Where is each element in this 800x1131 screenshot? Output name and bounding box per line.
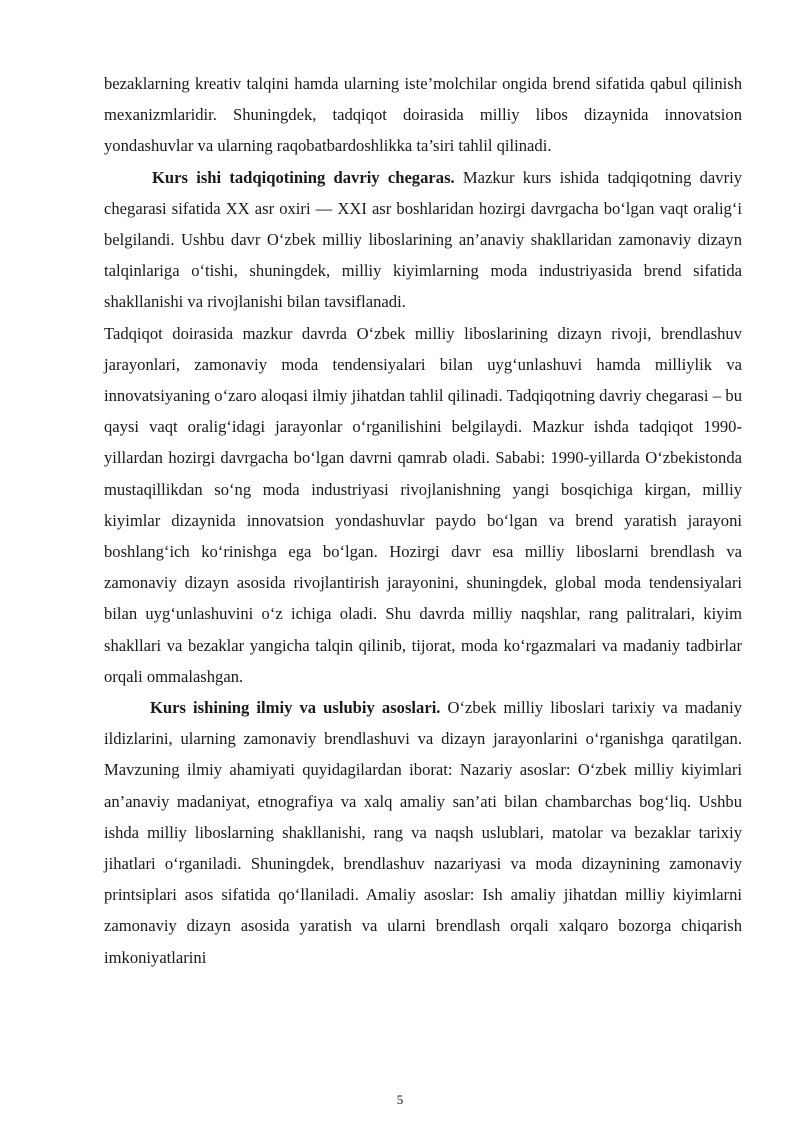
paragraph-3-text: Tadqiqot doirasida mazkur davrda O‘zbek milliy liboslarining dizayn rivoji, brendlashuv jarayonlari, zamonaviy moda tendensiyalari bilan uyg‘unlashuvi hamda milliylik va innovatsiyaning o‘zaro aloqasi ilmiy jihatdan tahlil qilinadi. Tadqiqotning davriy chegarasi – bu qaysi vaqt oralig‘idagi jarayonlar o‘rganilishini belgilaydi. Mazkur ishda tadqiqot 1990-yillardan hozirgi davrgacha bo‘lgan davrni qamrab oladi. Sababi: 1990-yillarda O‘zbekistonda mustaqillikdan so‘ng moda industriyasi rivojlanishning yangi bosqichiga kirgan, milliy kiyimlar dizaynida innovatsion yondashuvlar paydo bo‘lgan va brend yaratish jarayoni boshlang‘ich ko‘rinishga ega bo‘lgan. Hozirgi davr esa milliy liboslarni brendlash va zamonaviy dizayn asosida rivojlantirish jarayonini, shuningdek, global moda tendensiyalari bilan uyg‘unlashuvini o‘z ichiga oladi. Shu davrda milliy naqshlar, rang palitralari, kiyim shakllari va bezaklar yangicha talqin qilinib, tijorat, moda ko‘rgazmalari va madaniy tadbirlar orqali ommalashgan. (104, 323, 742, 686)
paragraph-continuation (104, 68, 742, 162)
section-heading-methodology: Kurs ishining ilmiy va uslubiy asoslari. (150, 698, 441, 718)
paragraph-methodology (104, 692, 742, 973)
paragraph-1-text: bezaklarning kreativ talqini hamda ularning iste’molchilar ongida brend sifatida qabul qilinish mexanizmlaridir. Shuningdek, tadqiqot doirasida milliy libos dizaynida innovatsion yondashuvlar va ularning raqobatbardoshlikka ta’siri tahlil qilinadi. (104, 74, 742, 156)
page-number: 5 (396, 1092, 404, 1107)
paragraph-4-text: O‘zbek milliy liboslari tarixiy va madaniy ildizlarini, ularning zamonaviy brendlashuvi va dizayn jarayonlarini o‘rganishga qaratilgan. Mavzuning ilmiy ahamiyati quyidagilardan iborat: Nazariy asoslar: O‘zbek milliy kiyimlari an’anaviy madaniyat, etnografiya va xalq amaliy san’ati bilan chambarchas bog‘liq. Ushbu ishda milliy liboslarning shakllanishi, rang va naqsh uslublari, matolar va bezaklar tarixiy jihatlari o‘rganiladi. Shuningdek, brendlashuv nazariyasi va moda dizaynining zamonaviy printsiplari asos sifatida qo‘llaniladi. Amaliy asoslar: Ish amaliy jihatdan milliy kiyimlarni zamonaviy dizayn asosida yaratish va ularni brendlash orqali xalqaro bozorga chiqarish imkoniyatlarini (104, 698, 742, 967)
section-heading-time-scope: Kurs ishi tadqiqotining davriy chegaras. (152, 167, 455, 187)
paragraph-time-scope (104, 162, 742, 318)
document-body (104, 68, 742, 973)
paragraph-research-scope (104, 318, 742, 692)
paragraph-2-text: Mazkur kurs ishida tadqiqotning davriy chegarasi sifatida XX asr oxiri — XXI asr boshlaridan hozirgi davrgacha bo‘lgan vaqt oralig‘i belgilandi. Ushbu davr O‘zbek milliy liboslarining an’anaviy shakllaridan zamonaviy dizayn talqinlariga o‘tishi, shuningdek, milliy kiyimlarning moda industriyasida brend sifatida shakllanishi va rivojlanishi bilan tavsiflanadi. (104, 167, 743, 312)
